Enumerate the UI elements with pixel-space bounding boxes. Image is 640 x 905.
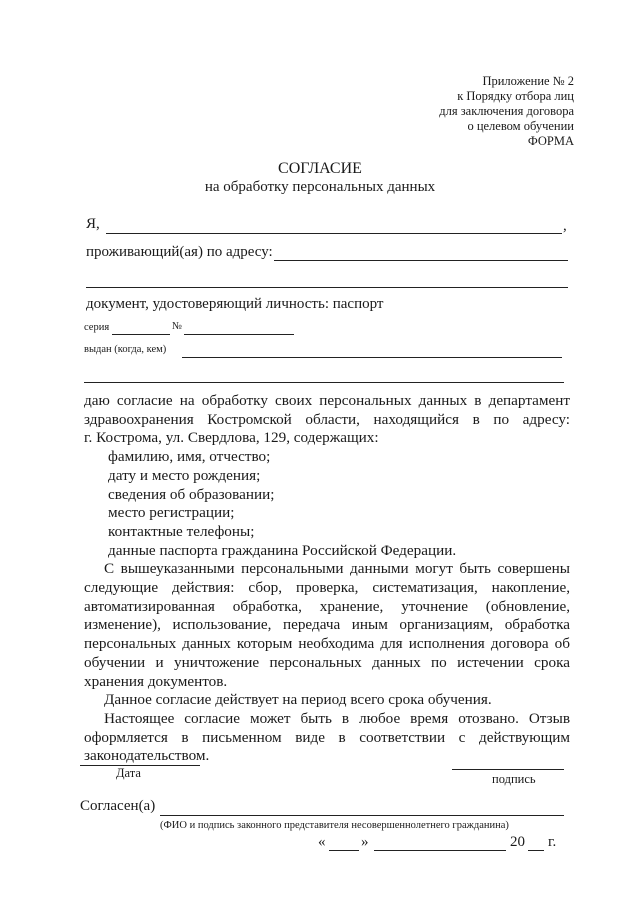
appendix-line-1: Приложение № 2 xyxy=(482,74,574,88)
date-label: Дата xyxy=(116,766,141,780)
data-item: дату и место рождения; xyxy=(108,466,261,484)
revoke-line: законодательством. xyxy=(84,747,210,765)
year-field[interactable] xyxy=(528,850,544,851)
issued-by-field-line-2[interactable] xyxy=(84,382,564,383)
passport-series-label: серия xyxy=(84,322,110,333)
passport-number-label: № xyxy=(172,321,183,332)
actions-line: хранения документов. xyxy=(84,672,228,690)
representative-field-line[interactable] xyxy=(160,815,564,816)
name-field-line[interactable] xyxy=(106,233,562,234)
document-subtitle: на обработку персональных данных xyxy=(204,179,436,195)
agreed-label: Согласен(а) xyxy=(80,798,156,814)
revoke-line: Настоящее согласие может быть в любое время отозвано. Отзыв xyxy=(104,709,570,727)
data-item: сведения об образовании; xyxy=(108,485,275,503)
intro-line: г. Кострома, ул. Свердлова, 129, содержащих: xyxy=(84,429,379,447)
month-field[interactable] xyxy=(374,850,506,851)
quote-open: « xyxy=(318,834,326,850)
revoke-line: оформляется в письменном виде в соответствии с действующим xyxy=(84,728,570,746)
actions-line: автоматизированная обработка, хранение, уточнение (обновление, xyxy=(84,597,570,615)
year-prefix: 20 xyxy=(510,834,525,850)
actions-line: следующие действия: сбор, проверка, систематизация, накопление, xyxy=(84,579,570,597)
actions-line: обучении и уничтожение персональных данных по истечении срока xyxy=(84,653,570,671)
appendix-line-4: о целевом обучении xyxy=(467,119,574,133)
document-title: СОГЛАСИЕ xyxy=(278,160,362,177)
actions-line: изменение), использование, передача иным организациям, обработка xyxy=(84,616,570,634)
data-item: данные паспорта гражданина Российской Федерации. xyxy=(108,541,457,559)
representative-caption: (ФИО и подпись законного представителя несовершеннолетнего гражданина) xyxy=(160,820,509,831)
address-field-line-2[interactable] xyxy=(86,287,568,288)
passport-number-field[interactable] xyxy=(184,334,294,335)
actions-line: С вышеуказанными персональными данными могут быть совершены xyxy=(104,560,570,578)
appendix-header xyxy=(439,74,574,149)
data-item: фамилию, имя, отчество; xyxy=(108,448,271,466)
appendix-form-label: ФОРМА xyxy=(527,134,574,148)
data-item: контактные телефоны; xyxy=(108,522,255,540)
issued-by-field-line-1[interactable] xyxy=(182,357,562,358)
address-field-line-1[interactable] xyxy=(274,260,568,261)
appendix-line-3: для заключения договора xyxy=(439,104,574,118)
consent-body xyxy=(84,392,570,766)
actions-line: персональных данных которым необходима для исполнения договора об xyxy=(84,635,570,653)
name-comma: , xyxy=(563,218,567,234)
issued-by-label: выдан (когда, кем) xyxy=(84,344,167,355)
quote-close: » xyxy=(361,834,369,850)
signature-field-line[interactable] xyxy=(452,769,564,770)
validity-text: Данное согласие действует на период всего срока обучения. xyxy=(104,691,492,709)
passport-series-field[interactable] xyxy=(112,334,170,335)
intro-line: даю согласие на обработку своих персональных данных в департамент xyxy=(84,392,570,409)
day-field[interactable] xyxy=(329,850,359,851)
intro-line: здравоохранения Костромской области, находящийся в по адресу: xyxy=(84,410,570,428)
id-document-label: документ, удостоверяющий личность: паспорт xyxy=(86,296,384,312)
signature-label: подпись xyxy=(492,772,536,786)
appendix-line-2: к Порядку отбора лиц xyxy=(457,89,574,103)
data-item: место регистрации; xyxy=(108,504,235,522)
year-suffix: г. xyxy=(548,834,557,850)
address-label: проживающий(ая) по адресу: xyxy=(86,244,273,260)
name-label: Я, xyxy=(86,216,100,232)
